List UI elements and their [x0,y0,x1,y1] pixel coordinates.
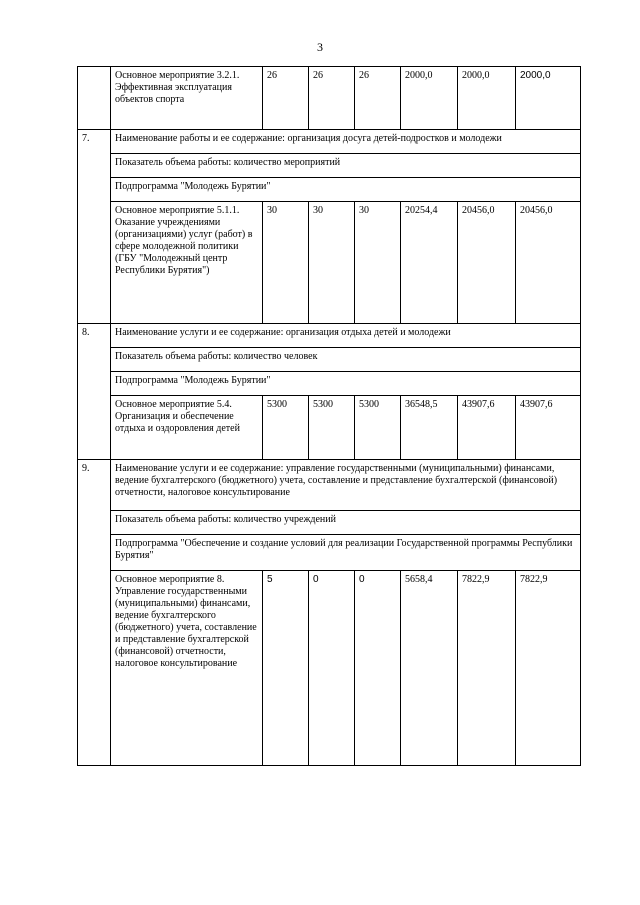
value-cell-4: 2000,0 [401,67,458,130]
value-cell-2: 26 [309,67,355,130]
value-cell-5: 7822,9 [458,571,516,766]
page-number: 3 [317,40,323,54]
section-7-indicator-row [78,154,581,178]
value-cell-4: 5658,4 [401,571,458,766]
value-cell-2: 30 [309,202,355,324]
value-cell-6: 2000,0 [516,67,581,130]
row-number-cell [78,67,111,130]
measure-name: Основное мероприятие 5.4. Организация и обеспечение отдыха и оздоровления детей [111,396,263,460]
section-8-title-row [78,324,581,348]
value-cell-3: 0 [355,571,401,766]
measure-name: Основное мероприятие 5.1.1. Оказание учреждениями (организациями) услуг (работ) в сфере молодежной политики (ГБУ "Молодежный центр Республики Бурятия") [111,202,263,324]
section-number: 9. [78,460,111,766]
program-table [77,66,581,766]
section-program: Подпрограмма "Молодежь Бурятии" [111,372,581,396]
section-program: Подпрограмма "Обеспечение и создание условий для реализации Государственной программы Республики Бурятия" [111,535,581,571]
section-number: 7. [78,130,111,324]
value-cell-1: 26 [263,67,309,130]
value-cell-5: 2000,0 [458,67,516,130]
section-9-indicator-row [78,511,581,535]
section-7-program-row [78,178,581,202]
value-cell-5: 43907,6 [458,396,516,460]
value-cell-3: 26 [355,67,401,130]
measure-name: Основное мероприятие 3.2.1. Эффективная эксплуатация объектов спорта [111,67,263,130]
table-row-3-2-1 [78,67,581,130]
section-7-title-row [78,130,581,154]
section-8-measure-row [78,396,581,460]
value-cell-3: 5300 [355,396,401,460]
section-9-title-row [78,460,581,511]
value-cell-6: 7822,9 [516,571,581,766]
value-cell-6: 20456,0 [516,202,581,324]
value-cell-3: 30 [355,202,401,324]
section-indicator: Показатель объема работы: количество учреждений [111,511,581,535]
section-9-measure-row [78,571,581,766]
value-cell-2: 0 [309,571,355,766]
section-title: Наименование услуги и ее содержание: управление государственными (муниципальными) финансами, ведение бухгалтерского (бюджетного) учета, составление и представление бухгалтерской (финансовой) отчетности, налоговое консультирование [111,460,581,511]
section-8-program-row [78,372,581,396]
section-indicator: Показатель объема работы: количество человек [111,348,581,372]
section-7-measure-row [78,202,581,324]
section-number: 8. [78,324,111,460]
section-8-indicator-row [78,348,581,372]
value-cell-4: 36548,5 [401,396,458,460]
section-title: Наименование услуги и ее содержание: организация отдыха детей и молодежи [111,324,581,348]
value-cell-5: 20456,0 [458,202,516,324]
value-cell-1: 30 [263,202,309,324]
section-indicator: Показатель объема работы: количество мероприятий [111,154,581,178]
measure-name: Основное мероприятие 8. Управление государственными (муниципальными) финансами, ведение бухгалтерского (бюджетного) учета, составление и представление бухгалтерской (финансовой) отчетности, налоговое консультирование [111,571,263,766]
section-9-program-row [78,535,581,571]
value-cell-1: 5300 [263,396,309,460]
value-cell-6: 43907,6 [516,396,581,460]
value-cell-2: 5300 [309,396,355,460]
value-cell-4: 20254,4 [401,202,458,324]
section-program: Подпрограмма "Молодежь Бурятии" [111,178,581,202]
section-title: Наименование работы и ее содержание: организация досуга детей-подростков и молодежи [111,130,581,154]
value-cell-1: 5 [263,571,309,766]
